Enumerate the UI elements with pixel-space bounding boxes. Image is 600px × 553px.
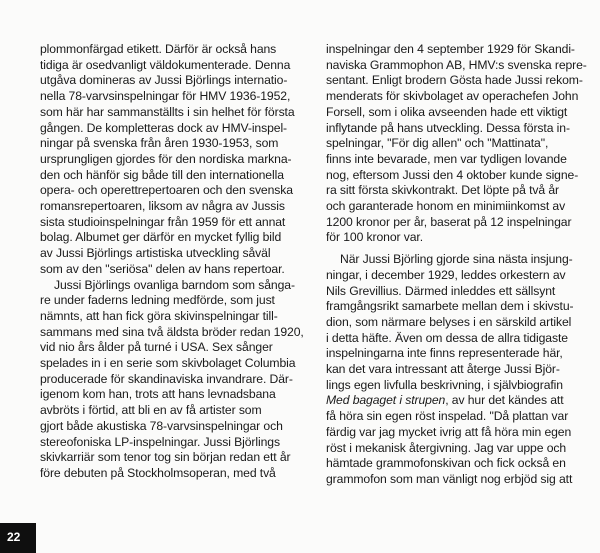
text-line: inflytande på hans utveckling. Dessa första in- — [326, 120, 570, 135]
text-line: av Jussi Björlings artistiska utveckling såväl — [40, 246, 271, 261]
text-line: plommonfärgad etikett. Därför är också hans — [40, 42, 277, 56]
book-title: Med bagaget i strupen — [326, 393, 446, 408]
text-line: bolag. Albumet ger därför en mycket fyllig bild — [40, 230, 282, 245]
text-line: röst i mekanisk återgivning. Jag var uppe och — [326, 440, 567, 455]
text-line: grammofon som man vänligt nog erbjöd sig att — [326, 471, 573, 486]
text-line: dion, som närmare belyses i en särskild artikel — [326, 314, 572, 329]
text-line: gjort både akustiska 78-varvsinspelningar och — [40, 418, 283, 433]
text-line: ningar, i december 1929, leddes orkestern av — [326, 267, 566, 282]
text-line: ursprungligen gjordes för den nordiska markna- — [40, 151, 292, 166]
text-line: sista studioinspelningar från 1959 för ett annat — [40, 214, 286, 229]
text-line: naviska Grammophon AB, HMV:s svenska repre- — [326, 57, 587, 72]
text-line: När Jussi Björling gjorde sina nästa insjung- — [340, 252, 573, 267]
text-line: opera- och operettrepertoaren och den svenska — [40, 183, 293, 198]
page-number-box — [0, 523, 36, 553]
text-line: den och hänför sig både till den internationella — [40, 167, 284, 182]
text-line: finns inte bevarade, men var tydligen lovande — [326, 151, 567, 166]
text-line: gången. De kompletteras dock av HMV-inspel- — [40, 120, 288, 135]
text-line — [326, 393, 584, 409]
text-line-rest: , av hur det kändes att — [445, 393, 564, 408]
text-line: för 100 kronor var. — [326, 230, 424, 245]
text-line: re under faderns ledning medförde, som just — [40, 293, 275, 308]
text-line: nog, eftersom Jussi den 4 oktober kunde signe- — [326, 167, 579, 182]
text-line: sammans med sina två äldsta bröder redan 1920, — [40, 324, 304, 339]
text-line: färdig var jag mycket ivrig att få höra min egen — [326, 424, 572, 439]
left-text-column — [40, 42, 316, 482]
text-line: sentant. Enligt brodern Gösta hade Jussi rekom- — [326, 73, 583, 88]
text-line: spelades in i en serie som skivbolaget Columbia — [40, 356, 296, 371]
text-line: få höra sin egen röst inspelad. "Då plattan var — [326, 409, 569, 424]
text-line: 1200 kronor per år, baserat på 12 inspelningar — [326, 214, 572, 229]
text-line: spelningar, "För dig allen" och "Mattinata", — [326, 136, 549, 151]
text-line: och garanterade honom en minimiinkomst av — [326, 199, 566, 214]
text-line: ra sitt första skivkontrakt. Det löpte på två år — [326, 183, 559, 198]
text-line: som av den "seriösa" delen av hans repertoar. — [40, 261, 285, 276]
text-line: hämtade grammofonskivan och fick också en — [326, 456, 566, 471]
text-line: nämnts, att han fick göra skivinspelningar till- — [40, 308, 278, 323]
text-line: Jussi Björlings ovanliga barndom som sånga- — [54, 277, 295, 292]
page-number: 22 — [7, 530, 21, 544]
text-line: inspelningar den 4 september 1929 för Skandi- — [326, 42, 575, 56]
text-line: menderats för skivbolaget av operachefen John — [326, 89, 579, 104]
text-line: Nils Grevillius. Därmed inleddes ett sällsynt — [326, 283, 556, 298]
text-line: igenom kom han, trots att hans levnadsbana — [40, 387, 276, 402]
text-line: ningar på svenska från åren 1930-1953, som — [40, 136, 279, 151]
text-line: som här har sammanställts i sin helhet för första — [40, 104, 295, 119]
text-line: producerade för skandinaviska invandrare. Där- — [40, 371, 293, 386]
text-line: före debuten på Stockholmsoperan, med två — [40, 465, 276, 480]
text-line: stereofoniska LP-inspelningar. Jussi Björlings — [40, 434, 280, 449]
text-line: nella 78-varvsinspelningar för HMV 1936-1952, — [40, 89, 291, 104]
text-line: lings egen livfulla beskrivning, i självbiografin — [326, 377, 563, 392]
text-line: tidiga är osedvanligt väldokumenterade. Denna — [40, 57, 291, 72]
text-line: kan det vara intressant att återge Jussi Björ- — [326, 362, 560, 377]
text-line: Forsell, som i olika avseenden hade ett viktigt — [326, 104, 568, 119]
text-line: skivkarriär som tenor tog sin början redan ett år — [40, 450, 291, 465]
right-text-column — [326, 42, 587, 488]
text-line: inspelningarna inte finns representerade här, — [326, 346, 563, 361]
text-line: i detta häfte. Även om dessa de allra tidigaste — [326, 330, 568, 345]
text-line: vid nio års ålder på turné i USA. Sex sånger — [40, 340, 273, 355]
text-line: utgåva domineras av Jussi Björlings internatio- — [40, 73, 288, 88]
text-line: romansrepertoaren, liksom av några av Jussis — [40, 199, 285, 214]
text-line: avbröts i förtid, att bli en av få artister som — [40, 403, 262, 418]
text-line: framgångsrikt samarbete mellan dem i skivstu- — [326, 299, 574, 314]
